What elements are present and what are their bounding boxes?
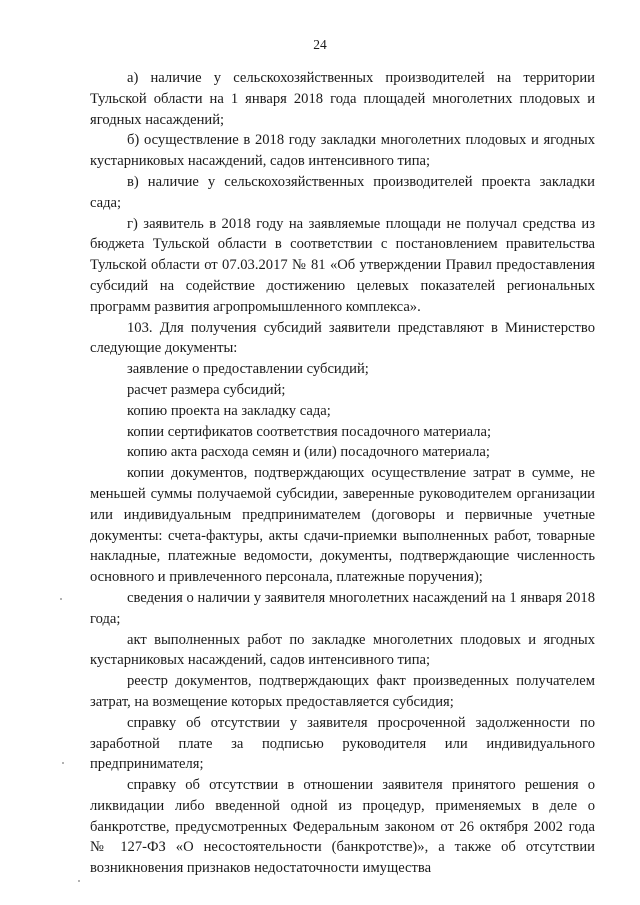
list-item-application: заявление о предоставлении субсидий; [127,361,369,378]
paragraph-condition-g: г) заявитель в 2018 году на заявляемые площади не получал средства из бюджета Тульской области в соответствии с постановлением правительства Тульской области от 07.03.2017 № 81 «Об утверждении Правил предоставления субсидий на содействие достижению целевых показателей региональных программ развития агропромышленного комплекса». [90,215,595,315]
list-item-liquidation-certificate: справку об отсутствии в отношении заявителя принятого решения о ликвидации либо введенной одной из процедур, применяемых в деле о банкротстве, предусмотренных Федеральным законом от 26 октября 2002 года № 127-ФЗ «О несостоятельности (банкротстве)», а также об отсутствии возникновения признаков недостаточности имущества [90,777,595,877]
list-item-plantings-info: сведения о наличии у заявителя многолетних насаждений на 1 января 2018 года; [90,589,595,627]
document-body [90,68,595,879]
list-item-garden-project: копию проекта на закладку сада; [127,402,331,419]
list-item-seed-act: копию акта расхода семян и (или) посадочного материала; [127,444,490,461]
scan-speck [78,880,80,882]
page-number: 24 [313,37,327,52]
list-item-works-act: акт выполненных работ по закладке многолетних плодовых и ягодных кустарниковых насаждений, садов интенсивного типа; [90,631,595,669]
list-item-documents-register: реестр документов, подтверждающих факт произведенных получателем затрат, на возмещение которых предоставляется субсидия; [90,673,595,710]
list-item-cost-documents: копии документов, подтверждающих осуществление затрат в сумме, не меньшей суммы получаемой субсидии, заверенные руководителем организации или индивидуальным предпринимателем (договоры и первичные учетные документы: счета-фактуры, акты сдачи-приемки выполненных работ, товарные накладные, платежные ведомости, документы, подтверждающие численность основного и привлеченного персонала, платежные поручения); [90,465,595,586]
paragraph-condition-b: б) осуществление в 2018 году закладки многолетних плодовых и ягодных кустарниковых насаждений, садов интенсивного типа; [90,132,595,170]
list-item-wage-debt-certificate: справку об отсутствии у заявителя просроченной задолженности по заработной плате за подписью руководителя или индивидуального предпринимателя; [90,714,595,773]
scan-speck [62,762,64,764]
scan-speck [60,598,62,600]
paragraph-condition-a: а) наличие у сельскохозяйственных производителей на территории Тульской области на 1 января 2018 года площадей многолетних плодовых и ягодных насаждений; [90,70,595,128]
list-item-certificates: копии сертификатов соответствия посадочного материала; [127,423,491,440]
paragraph-section-103: 103. Для получения субсидий заявители представляют в Министерство следующие документы: [90,319,595,357]
paragraph-condition-v: в) наличие у сельскохозяйственных производителей проекта закладки сада; [90,173,595,211]
list-item-calculation: расчет размера субсидий; [127,381,286,398]
